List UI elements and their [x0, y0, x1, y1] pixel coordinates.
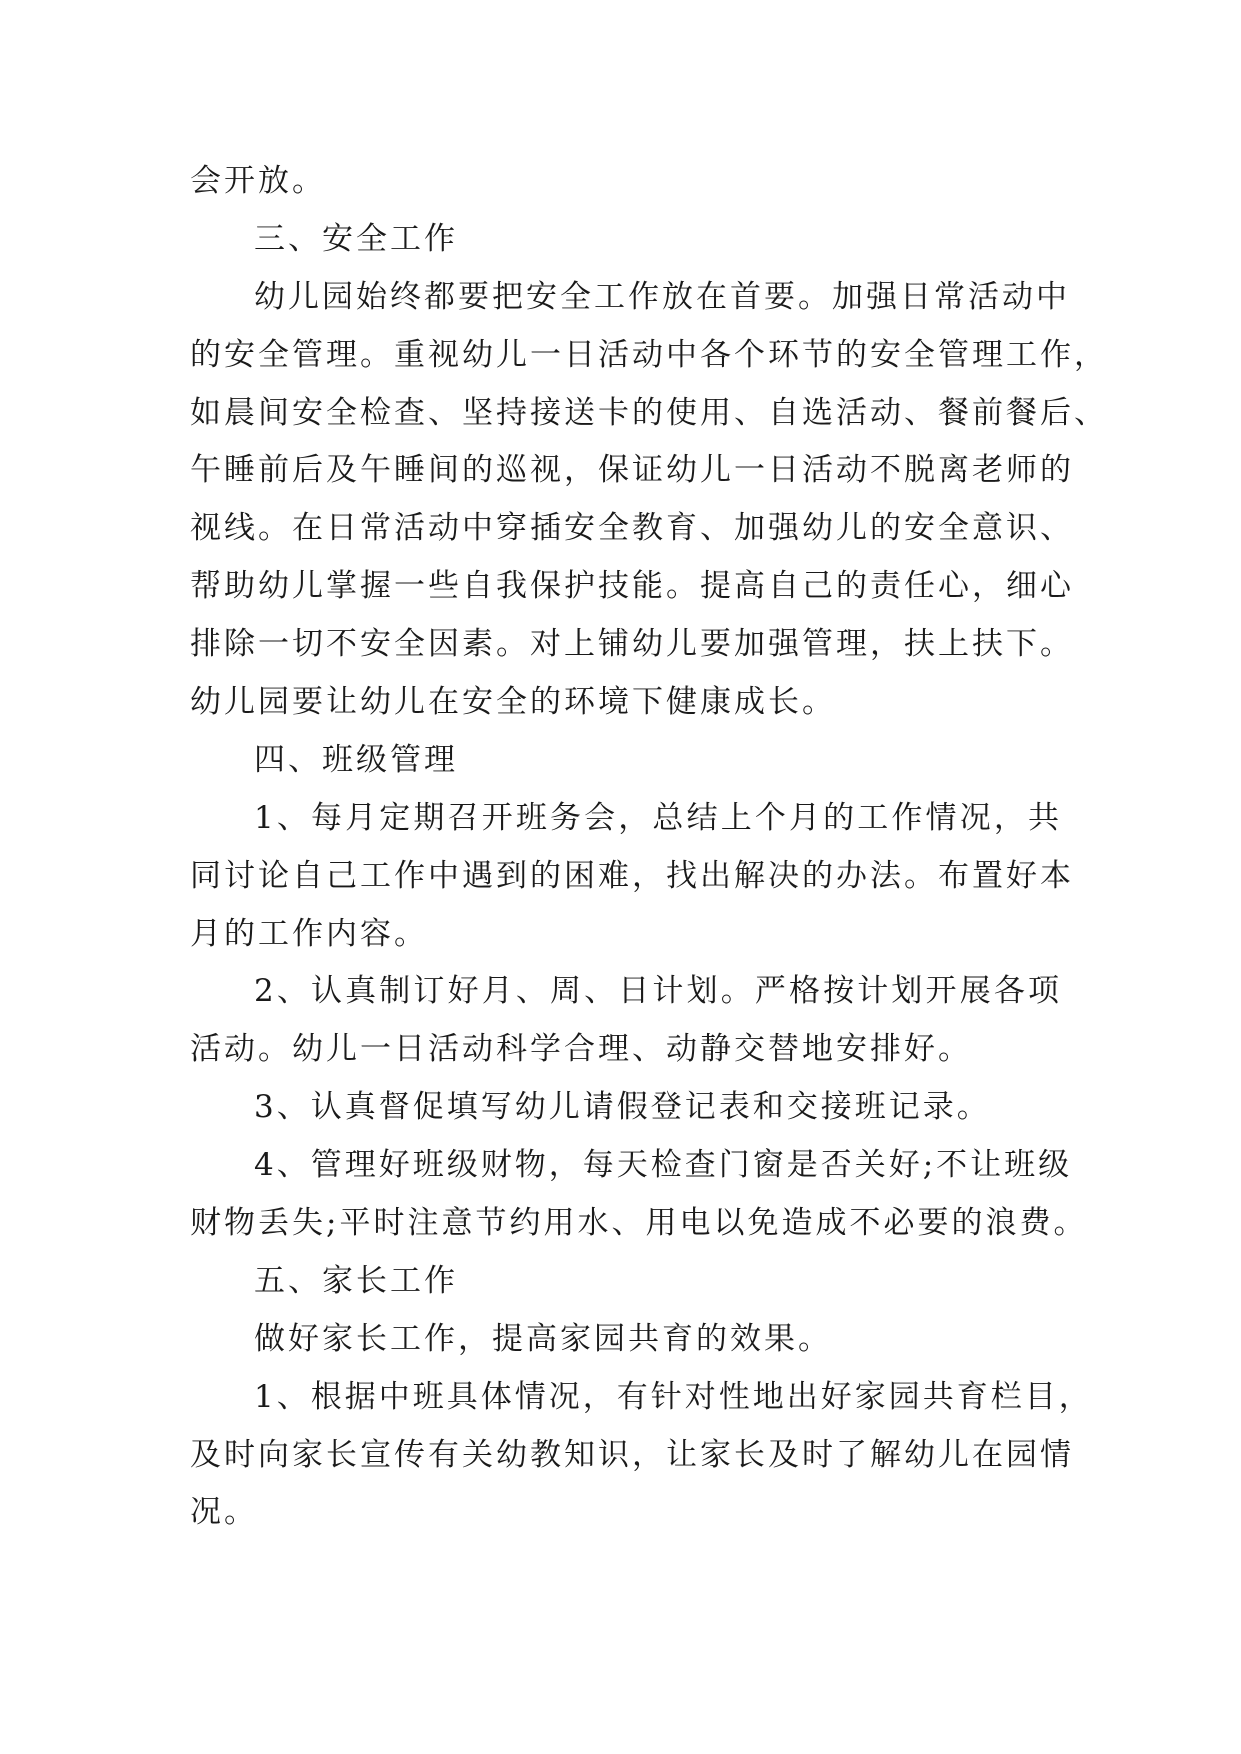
text-line: 同讨论自己工作中遇到的困难，找出解决的办法。布置好本: [190, 857, 1074, 894]
text-line: 3、认真督促填写幼儿请假登记表和交接班记录。: [254, 1089, 991, 1126]
text-line: 视线。在日常活动中穿插安全教育、加强幼儿的安全意识、: [190, 510, 1074, 547]
section-heading-class-management: 四、班级管理: [254, 741, 458, 778]
text-line: 如晨间安全检查、坚持接送卡的使用、自选活动、餐前餐后、: [190, 394, 1108, 431]
text-line: 2、认真制订好月、周、日计划。严格按计划开展各项: [254, 973, 1062, 1010]
text-line: 帮助幼儿掌握一些自我保护技能。提高自己的责任心，细心: [190, 568, 1074, 605]
text-line: 的安全管理。重视幼儿一日活动中各个环节的安全管理工作，: [190, 336, 1108, 373]
text-line: 况。: [190, 1494, 258, 1531]
text-line: 活动。幼儿一日活动科学合理、动静交替地安排好。: [190, 1031, 972, 1068]
text-line: 午睡前后及午睡间的巡视，保证幼儿一日活动不脱离老师的: [190, 452, 1074, 489]
section-heading-safety: 三、安全工作: [254, 220, 458, 257]
text-line: 幼儿园始终都要把安全工作放在首要。加强日常活动中: [254, 278, 1070, 315]
text-line: 财物丢失;平时注意节约用水、用电以免造成不必要的浪费。: [190, 1205, 1088, 1242]
text-line: 会开放。: [190, 163, 326, 199]
text-line: 月的工作内容。: [190, 915, 428, 952]
text-line: 1、根据中班具体情况，有针对性地出好家园共育栏目，: [254, 1378, 1093, 1415]
document-body: [190, 153, 1108, 1542]
text-line: 做好家长工作，提高家园共育的效果。: [254, 1320, 832, 1357]
text-line: 幼儿园要让幼儿在安全的环境下健康成长。: [190, 684, 836, 721]
text-line: 1、每月定期召开班务会，总结上个月的工作情况，共: [254, 799, 1062, 836]
section-heading-parent-work: 五、家长工作: [254, 1262, 458, 1299]
text-line: 排除一切不安全因素。对上铺幼儿要加强管理，扶上扶下。: [190, 626, 1074, 663]
text-line: 及时向家长宣传有关幼教知识，让家长及时了解幼儿在园情: [190, 1436, 1074, 1473]
text-line: 4、管理好班级财物，每天检查门窗是否关好;不让班级: [254, 1147, 1073, 1184]
